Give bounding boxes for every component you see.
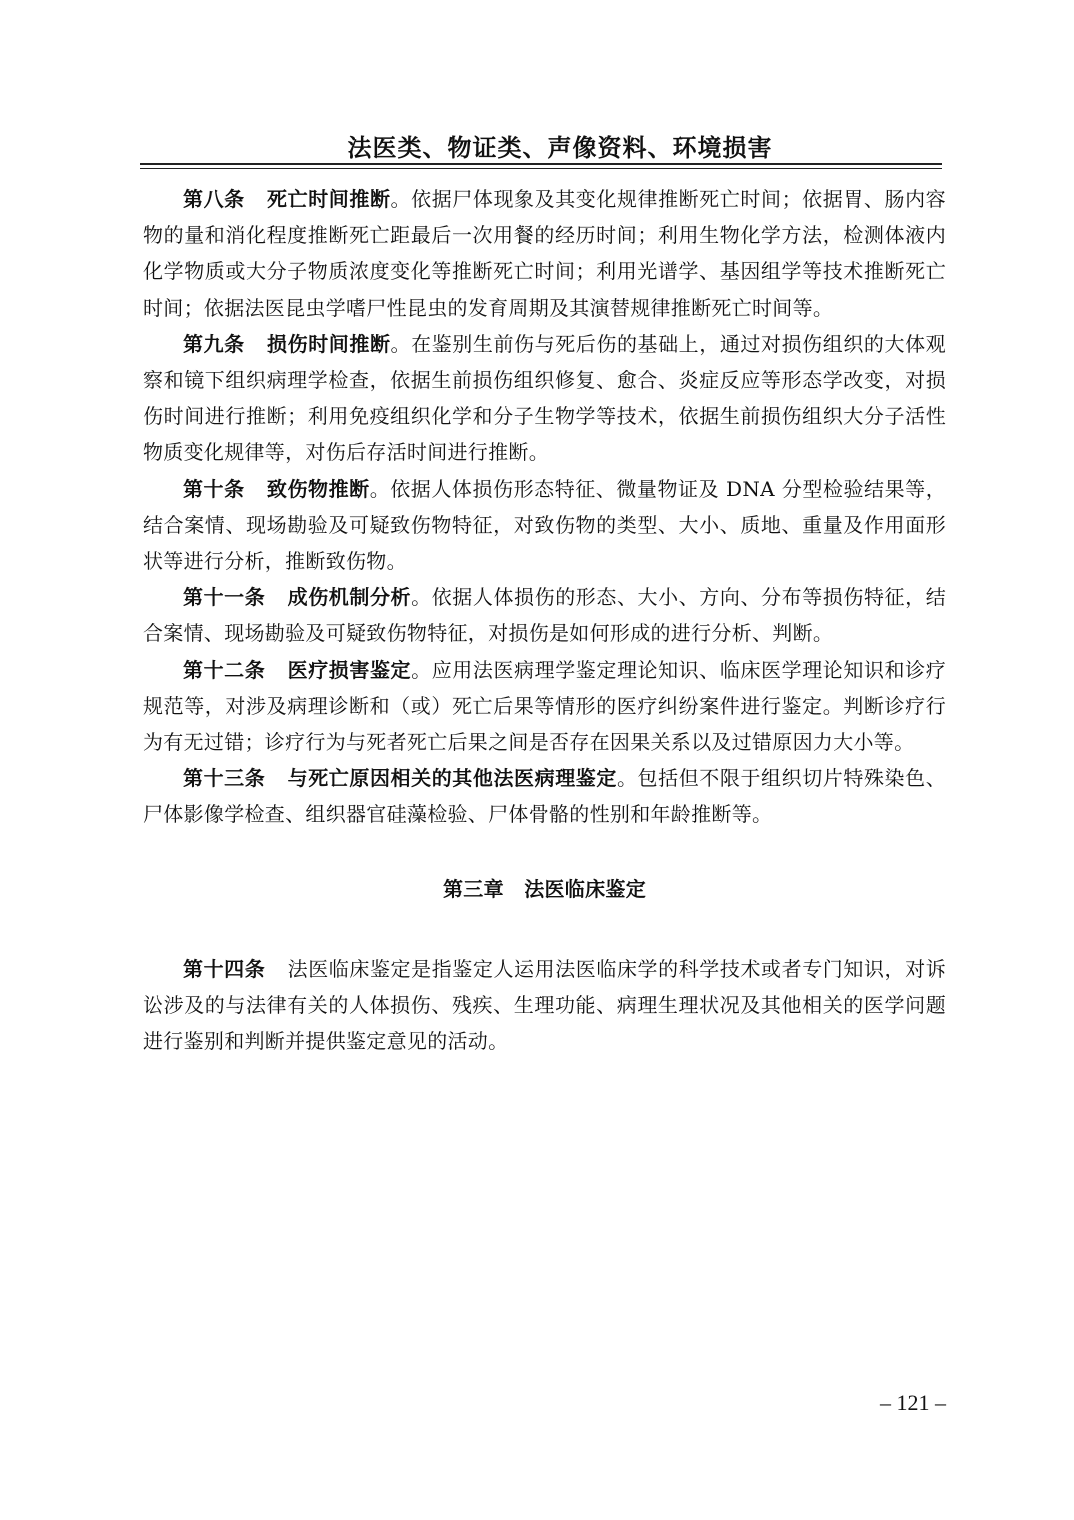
- article-14-text: 法医临床鉴定是指鉴定人运用法医临床学的科学技术或者专门知识，对诉讼涉及的与法律有关的人体损伤、残疾、生理功能、病理生理状况及其他相关的医学问题进行鉴别和判断并提供鉴定意见的活动。: [143, 956, 946, 1054]
- article-14: [143, 951, 946, 1060]
- article-8-text: 。依据尸体现象及其变化规律推断死亡时间；依据胃、肠内容物的量和消化程度推断死亡距最后一次用餐的经历时间；利用生物化学方法，检测体液内化学物质或大分子物质浓度变化等推断死亡时间；利用光谱学、基因组学等技术推断死亡时间；依据法医昆虫学嗜尸性昆虫的发育周期及其演替规律推断死亡时间等。: [143, 187, 946, 320]
- article-11-number: 第十一条: [183, 585, 266, 610]
- page-body: [143, 181, 946, 1059]
- article-12-text: 。应用法医病理学鉴定理论知识、临床医学理论知识和诊疗规范等，对涉及病理诊断和（或）死亡后果等情形的医疗纠纷案件进行鉴定。判断诊疗行为有无过错；诊疗行为与死者死亡后果之间是否存在因果关系以及过错原因力大小等。: [143, 657, 946, 755]
- article-9: [143, 326, 946, 471]
- page-number: – 121 –: [880, 1390, 946, 1415]
- article-10-number: 第十条: [183, 476, 245, 501]
- article-10-title: 致伤物推断: [266, 476, 370, 501]
- article-8-number: 第八条: [183, 187, 245, 211]
- article-8-title: 死亡时间推断: [266, 187, 391, 211]
- article-9-number: 第九条: [183, 331, 245, 356]
- article-10: [143, 471, 946, 580]
- header-rule-thin: [140, 168, 942, 169]
- article-11-title: 成伤机制分析: [287, 585, 412, 610]
- article-8: [143, 181, 946, 326]
- header-rule-thick: [140, 163, 942, 165]
- chapter-heading: 第三章 法医临床鉴定: [443, 876, 646, 901]
- article-12-title: 医疗损害鉴定: [287, 657, 412, 682]
- article-13-number: 第十三条: [183, 766, 266, 791]
- header-title: 法医类、物证类、声像资料、环境损害: [347, 133, 773, 162]
- article-14-number: 第十四条: [183, 956, 266, 981]
- article-9-title: 损伤时间推断: [266, 331, 391, 356]
- article-13-text: 。包括但不限于组织切片特殊染色、尸体影像学检查、组织器官硅藻检验、尸体骨骼的性别和年龄推断等。: [143, 766, 946, 827]
- article-11-text: 。依据人体损伤的形态、大小、方向、分布等损伤特征，结合案情、现场勘验及可疑致伤物特征，对损伤是如何形成的进行分析、判断。: [143, 585, 946, 646]
- article-12: [143, 652, 946, 761]
- article-11: [143, 579, 946, 651]
- article-9-text: 。在鉴别生前伤与死后伤的基础上，通过对损伤组织的大体观察和镜下组织病理学检查，依据生前损伤组织修复、愈合、炎症反应等形态学改变，对损伤时间进行推断；利用免疫组织化学和分子生物学等技术，依据生前损伤组织大分子活性物质变化规律等，对伤后存活时间进行推断。: [143, 331, 946, 465]
- article-12-number: 第十二条: [183, 657, 266, 682]
- article-13: [143, 760, 946, 832]
- article-10-text: 。依据人体损伤形态特征、微量物证及 DNA 分型检验结果等，结合案情、现场勘验及可疑致伤物特征，对致伤物的类型、大小、质地、重量及作用面形状等进行分析，推断致伤物。: [143, 476, 947, 574]
- page-header: [140, 133, 942, 177]
- article-13-title: 与死亡原因相关的其他法医病理鉴定: [287, 766, 617, 791]
